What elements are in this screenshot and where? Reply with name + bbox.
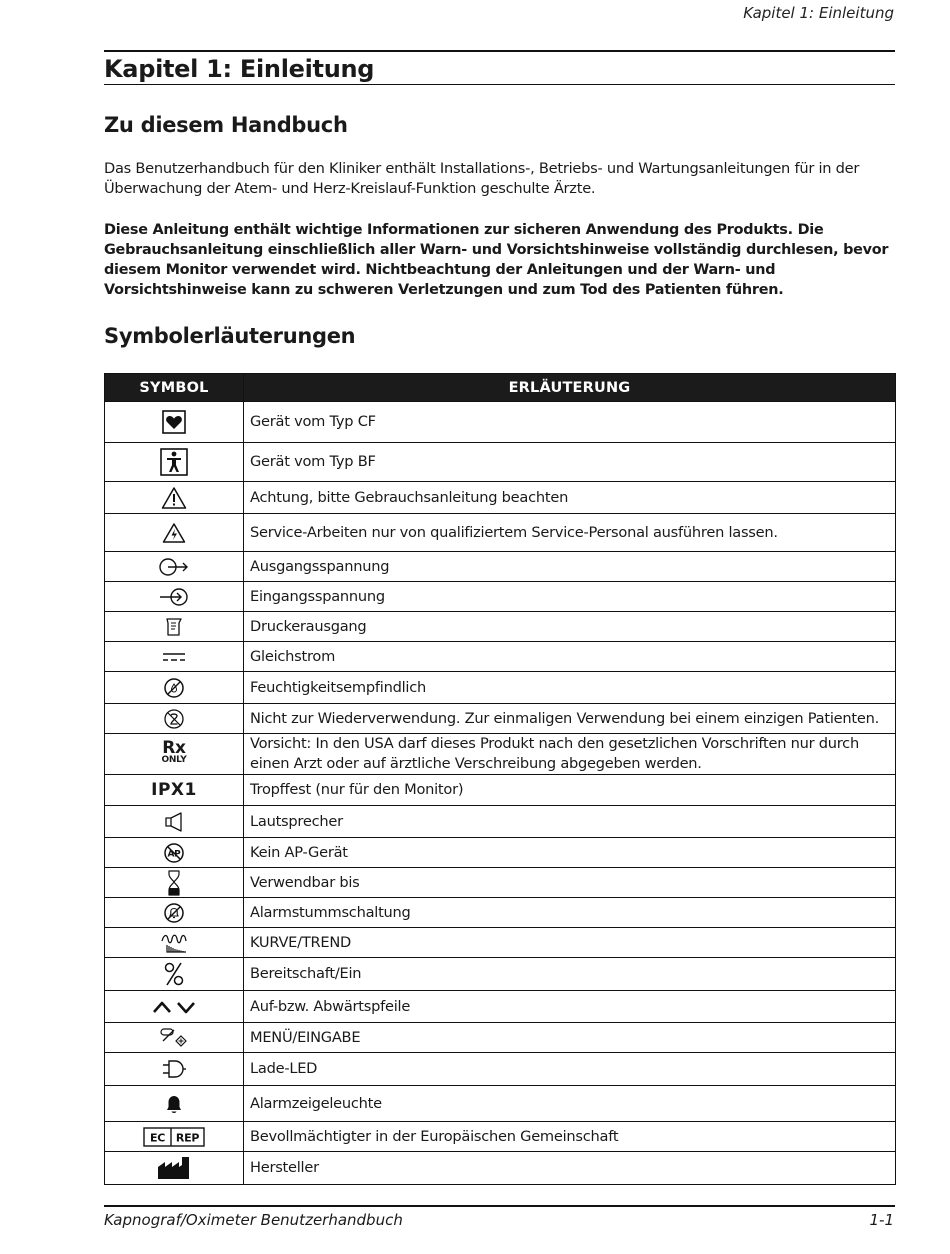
footer-manual-title: Kapnograf/Oximeter Benutzerhandbuch bbox=[104, 1211, 403, 1229]
explanation-cell: Vorsicht: In den USA darf dieses Produkt nach den gesetzlichen Vorschriften nur durch einen Arzt oder auf ärztliche Verschreibung abgegeben werden. bbox=[244, 734, 896, 775]
explanation-cell: Gerät vom Typ BF bbox=[244, 443, 896, 482]
do-not-reuse-icon bbox=[163, 708, 185, 730]
use-by-hourglass-icon bbox=[166, 870, 182, 896]
speaker-icon bbox=[163, 811, 185, 833]
symbol-cell bbox=[105, 642, 244, 672]
caution-triangle-icon bbox=[161, 486, 187, 510]
explanation-cell: Achtung, bitte Gebrauchsanleitung beachten bbox=[244, 482, 896, 514]
table-header-row bbox=[105, 374, 896, 402]
table-row bbox=[105, 672, 896, 704]
rep-label: REP bbox=[175, 1131, 200, 1144]
ipx1-icon: IPX1 bbox=[151, 779, 197, 800]
alarm-bell-icon bbox=[164, 1093, 184, 1115]
symbol-cell bbox=[105, 443, 244, 482]
chapter-title: Kapitel 1: Einleitung bbox=[104, 55, 375, 83]
footer-page-number: 1-1 bbox=[869, 1211, 894, 1229]
explanation-cell: Feuchtigkeitsempfindlich bbox=[244, 672, 896, 704]
table-row bbox=[105, 958, 896, 991]
intro-paragraph: Das Benutzerhandbuch für den Kliniker enthält Installations-, Betriebs- und Wartungsanleitungen für in der Überwachung der Atem- und Herz-Kreislauf-Funktion geschulte Ärzte. bbox=[104, 160, 860, 197]
warning-paragraph: Diese Anleitung enthält wichtige Informationen zur sicheren Anwendung des Produkts. Die Gebrauchsanleitung einschließlich aller Warn- und Vorsichtshinweise vollständig durchlesen, bevor diesem Monitor verwendet wird. Nichtbeachtung der Anleitungen und der Warn- und Vorsichtshinweise kann zu schweren Verletzungen und zum Tod des Patienten führen. bbox=[104, 222, 889, 298]
ec-label: EC bbox=[149, 1131, 166, 1144]
symbol-cell bbox=[105, 928, 244, 958]
table-row bbox=[105, 1152, 896, 1185]
symbol-cell bbox=[105, 552, 244, 582]
explanation-cell: Alarmzeigeleuchte bbox=[244, 1086, 896, 1122]
explanation-cell: Tropffest (nur für den Monitor) bbox=[244, 775, 896, 806]
table-row bbox=[105, 402, 896, 443]
table-row bbox=[105, 838, 896, 868]
explanation-cell: Druckerausgang bbox=[244, 612, 896, 642]
table-row bbox=[105, 734, 896, 775]
humidity-sensitive-icon bbox=[163, 677, 185, 699]
table-row bbox=[105, 1023, 896, 1053]
symbol-cell bbox=[105, 1152, 244, 1185]
output-voltage-icon bbox=[158, 557, 190, 577]
explanation-cell: Eingangsspannung bbox=[244, 582, 896, 612]
explanation-cell: Kein AP-Gerät bbox=[244, 838, 896, 868]
high-voltage-triangle-icon bbox=[162, 522, 186, 544]
explanation-cell: Hersteller bbox=[244, 1152, 896, 1185]
chapter-banner bbox=[104, 50, 895, 85]
symbol-cell bbox=[105, 898, 244, 928]
table-row bbox=[105, 1122, 896, 1152]
table-row bbox=[105, 642, 896, 672]
table-row bbox=[105, 612, 896, 642]
rx-only-label: ONLY bbox=[161, 755, 187, 765]
table-row bbox=[105, 443, 896, 482]
symbol-cell bbox=[105, 482, 244, 514]
type-cf-heart-icon bbox=[162, 410, 186, 434]
explanation-cell: Gleichstrom bbox=[244, 642, 896, 672]
ec-rep-icon bbox=[143, 1126, 205, 1148]
table-row bbox=[105, 806, 896, 838]
symbol-cell bbox=[105, 958, 244, 991]
symbol-cell bbox=[105, 402, 244, 443]
standby-on-icon bbox=[163, 961, 185, 987]
section-heading-symbols: Symbolerläuterungen bbox=[104, 324, 356, 348]
explanation-cell: Lade-LED bbox=[244, 1053, 896, 1086]
explanation-cell: Verwendbar bis bbox=[244, 868, 896, 898]
symbol-cell bbox=[105, 734, 244, 775]
symbol-table bbox=[104, 373, 896, 1185]
charging-led-icon bbox=[161, 1059, 187, 1079]
explanation-cell: Lautsprecher bbox=[244, 806, 896, 838]
table-row bbox=[105, 775, 896, 806]
table-row bbox=[105, 1086, 896, 1122]
table-row bbox=[105, 1053, 896, 1086]
symbol-cell bbox=[105, 612, 244, 642]
type-bf-person-icon bbox=[160, 448, 188, 476]
symbol-cell bbox=[105, 1023, 244, 1053]
input-voltage-icon bbox=[158, 587, 190, 607]
symbol-cell bbox=[105, 1122, 244, 1152]
table-row bbox=[105, 991, 896, 1023]
explanation-cell: Ausgangsspannung bbox=[244, 552, 896, 582]
column-header-explanation: ERLÄUTERUNG bbox=[244, 374, 896, 402]
table-row bbox=[105, 868, 896, 898]
explanation-cell: Alarmstummschaltung bbox=[244, 898, 896, 928]
table-row bbox=[105, 704, 896, 734]
explanation-cell: Bevollmächtigter in der Europäischen Gemeinschaft bbox=[244, 1122, 896, 1152]
symbol-cell bbox=[105, 1086, 244, 1122]
table-row bbox=[105, 898, 896, 928]
rx-label: Rx bbox=[162, 738, 186, 758]
table-row bbox=[105, 582, 896, 612]
symbol-cell bbox=[105, 1053, 244, 1086]
footer-rule bbox=[104, 1205, 895, 1207]
column-header-symbol: SYMBOL bbox=[105, 374, 244, 402]
symbol-cell bbox=[105, 991, 244, 1023]
not-ap-device-icon bbox=[163, 842, 185, 864]
section-heading-about: Zu diesem Handbuch bbox=[104, 113, 348, 137]
running-header: Kapitel 1: Einleitung bbox=[743, 4, 894, 22]
symbol-cell bbox=[105, 775, 244, 806]
symbol-cell bbox=[105, 582, 244, 612]
table-row bbox=[105, 514, 896, 552]
symbol-cell bbox=[105, 806, 244, 838]
symbol-cell bbox=[105, 514, 244, 552]
table-row bbox=[105, 482, 896, 514]
explanation-cell: Nicht zur Wiederverwendung. Zur einmaligen Verwendung bei einem einzigen Patienten. bbox=[244, 704, 896, 734]
up-down-arrows-icon bbox=[152, 999, 196, 1015]
explanation-cell: Bereitschaft/Ein bbox=[244, 958, 896, 991]
symbol-cell bbox=[105, 868, 244, 898]
symbol-cell bbox=[105, 838, 244, 868]
menu-enter-icon bbox=[159, 1027, 189, 1049]
manufacturer-factory-icon bbox=[157, 1156, 191, 1180]
symbol-cell bbox=[105, 672, 244, 704]
explanation-cell: Service-Arbeiten nur von qualifiziertem Service-Personal ausführen lassen. bbox=[244, 514, 896, 552]
explanation-cell: Gerät vom Typ CF bbox=[244, 402, 896, 443]
direct-current-icon bbox=[161, 651, 187, 663]
waveform-trend-icon bbox=[160, 932, 188, 954]
explanation-cell: KURVE/TREND bbox=[244, 928, 896, 958]
symbol-cell bbox=[105, 704, 244, 734]
explanation-cell: MENÜ/EINGABE bbox=[244, 1023, 896, 1053]
rx-only-icon bbox=[161, 740, 186, 765]
table-row bbox=[105, 928, 896, 958]
table-row bbox=[105, 552, 896, 582]
svg-text:AP: AP bbox=[167, 849, 181, 859]
alarm-mute-icon bbox=[163, 902, 185, 924]
printer-output-icon bbox=[163, 616, 185, 638]
explanation-cell: Auf-bzw. Abwärtspfeile bbox=[244, 991, 896, 1023]
